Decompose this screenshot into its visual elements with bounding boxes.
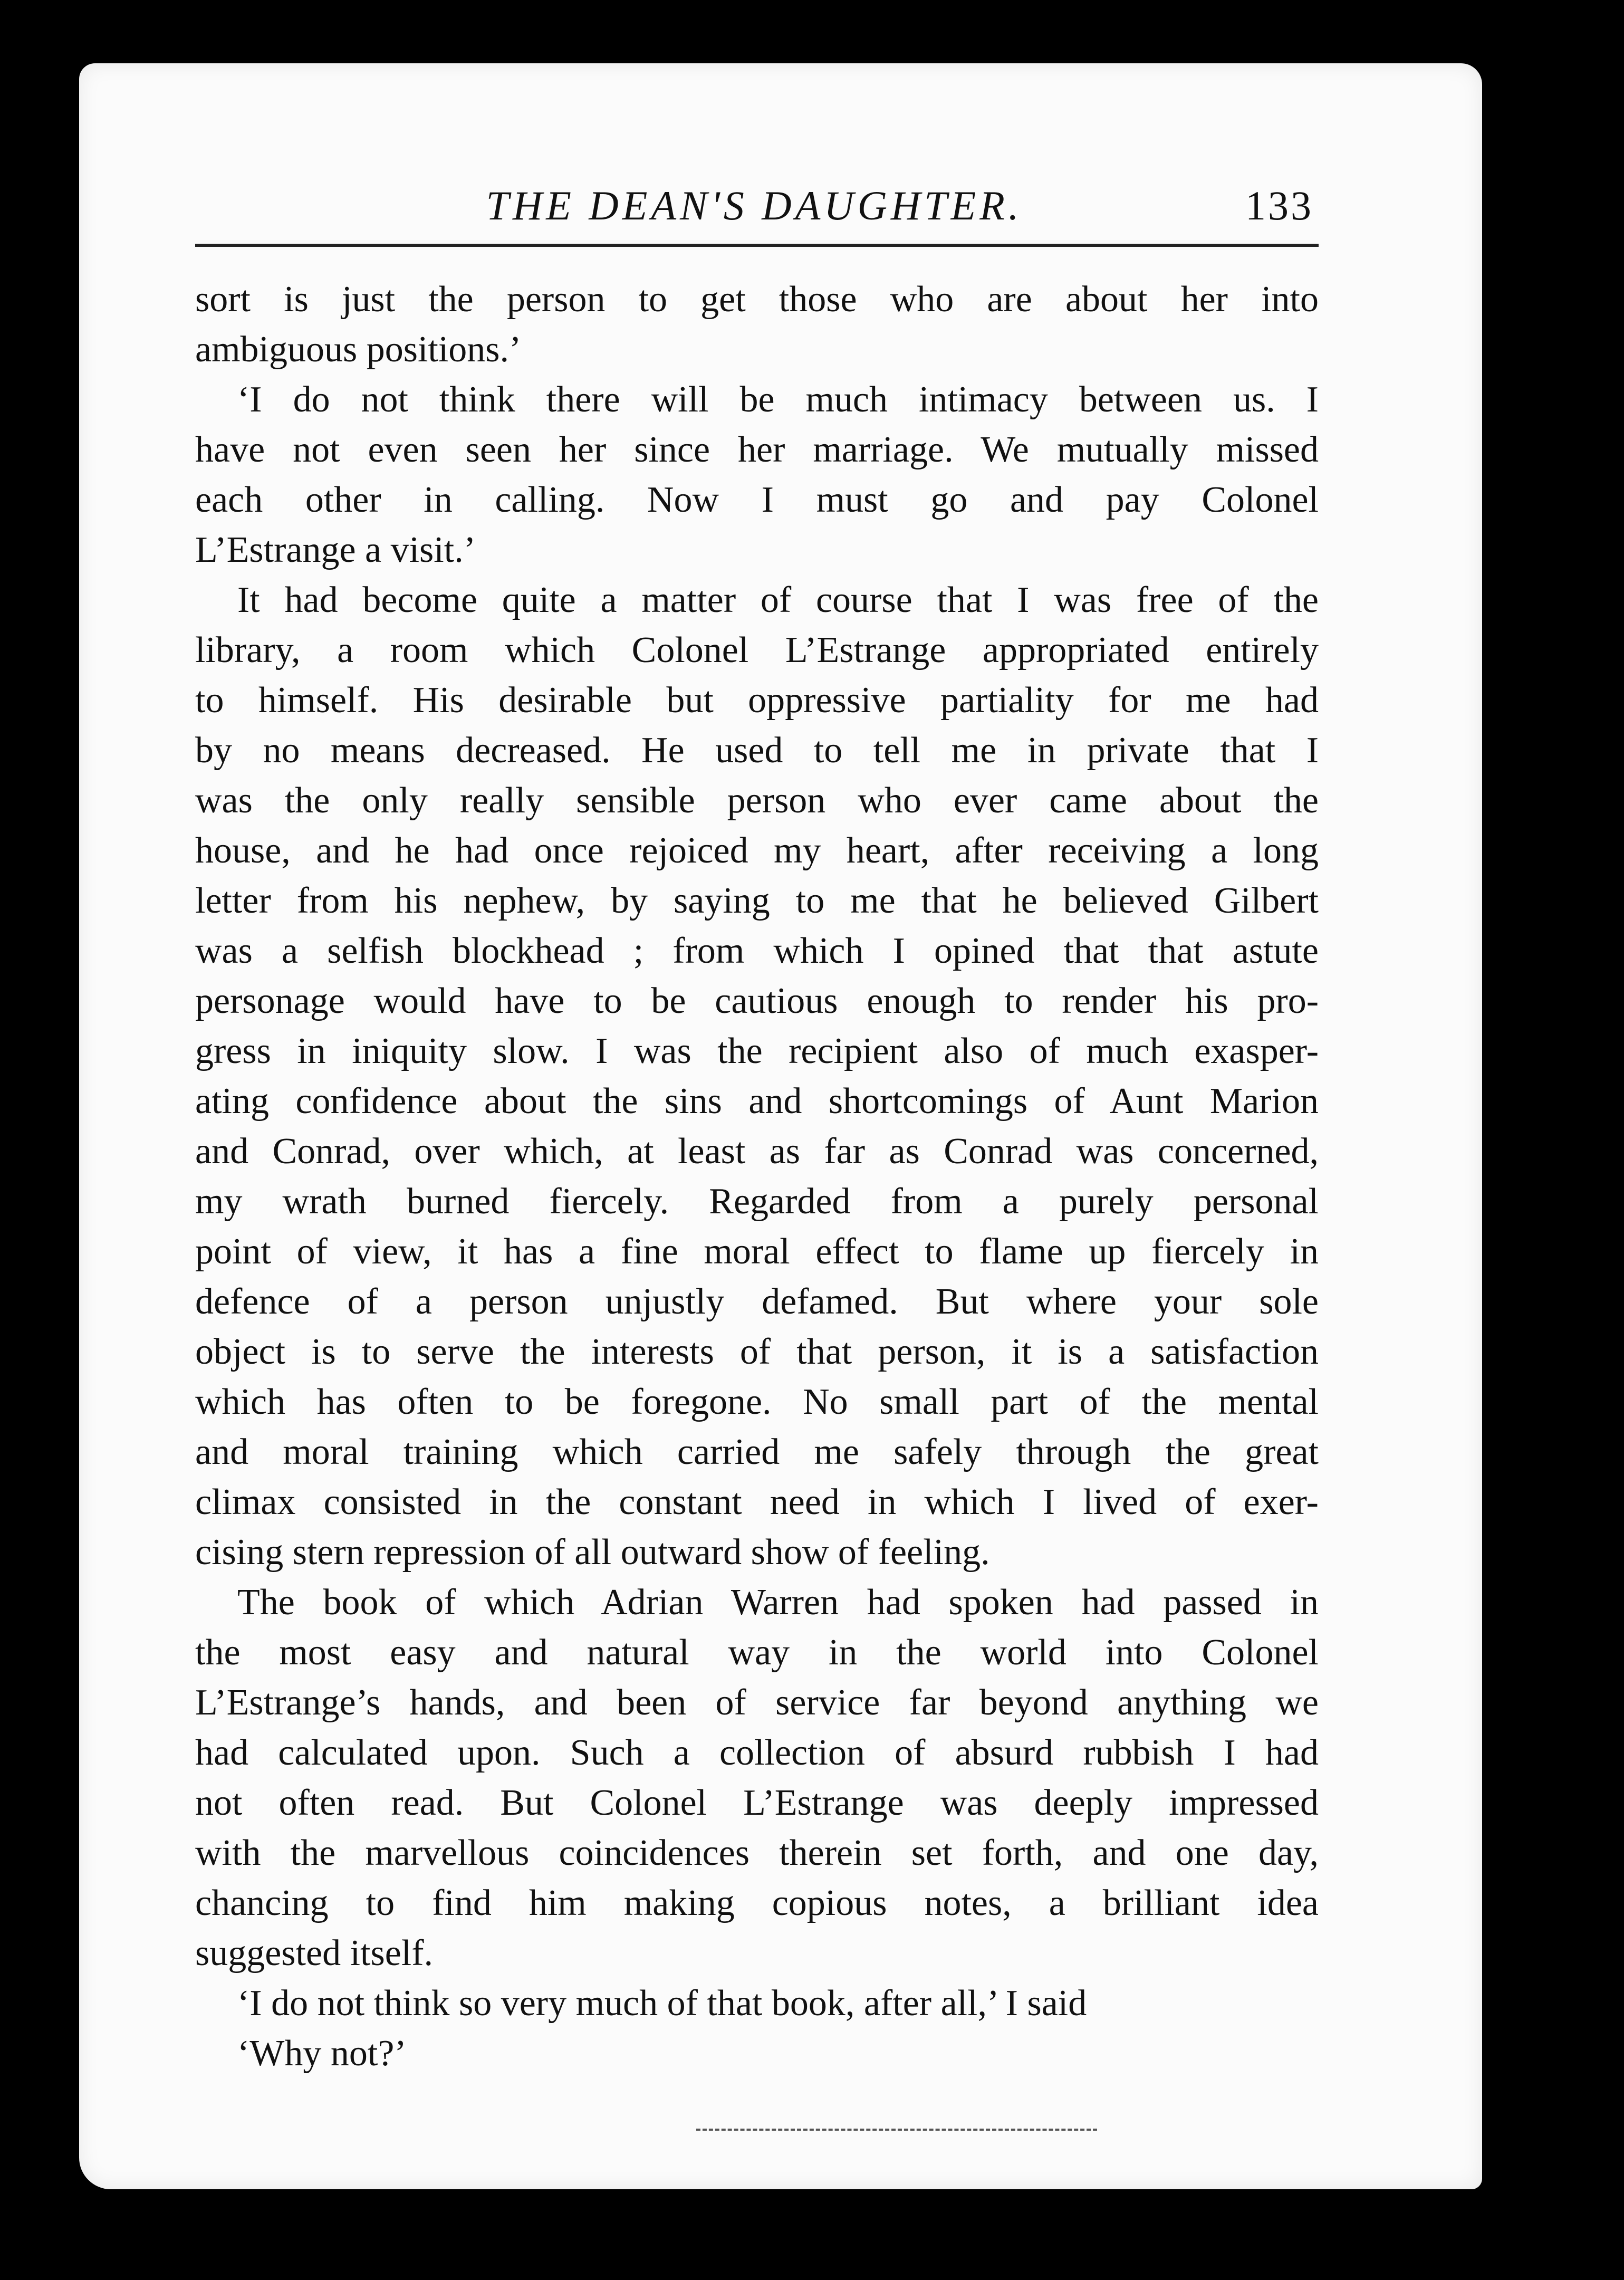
header-rule bbox=[195, 244, 1319, 247]
text-line: ‘I do not think there will be much intimacy between us. I bbox=[237, 379, 1319, 420]
page-number: 133 bbox=[1245, 183, 1313, 228]
text-line: chancing to find him making copious notes, a brilliant idea bbox=[195, 1883, 1319, 1923]
text-line: The book of which Adrian Warren had spoken had passed in bbox=[237, 1582, 1319, 1623]
text-line: not often read. But Colonel L’Estrange was deeply impressed bbox=[195, 1783, 1319, 1823]
text-line: It had become quite a matter of course that I was free of the bbox=[237, 580, 1319, 620]
text-line: by no means decreased. He used to tell me in private that I bbox=[195, 730, 1319, 771]
text-line: ating confidence about the sins and shortcomings of Aunt Marion bbox=[195, 1081, 1319, 1122]
text-line: was the only really sensible person who ever came about the bbox=[195, 780, 1319, 821]
text-line: letter from his nephew, by saying to me that he believed Gilbert bbox=[195, 880, 1319, 921]
print-marks bbox=[696, 2129, 1097, 2134]
running-title: THE DEAN'S DAUGHTER. bbox=[486, 183, 1023, 228]
text-line: gress in iniquity slow. I was the recipient also of much exasper- bbox=[195, 1031, 1319, 1071]
text-line: object is to serve the interests of that person, it is a satisfaction bbox=[195, 1331, 1319, 1372]
text-line: the most easy and natural way in the world into Colonel bbox=[195, 1632, 1319, 1673]
text-line: house, and he had once rejoiced my heart, after receiving a long bbox=[195, 830, 1319, 871]
text-line: personage would have to be cautious enough to render his pro- bbox=[195, 981, 1319, 1021]
text-line: defence of a person unjustly defamed. But where your sole bbox=[195, 1281, 1319, 1322]
text-line: library, a room which Colonel L’Estrange appropriated entirely bbox=[195, 630, 1319, 670]
text-line: climax consisted in the constant need in which I lived of exer- bbox=[195, 1482, 1319, 1522]
text-line: L’Estrange a visit.’ bbox=[195, 530, 476, 570]
text-line: L’Estrange’s hands, and been of service far beyond anything we bbox=[195, 1682, 1319, 1723]
text-line: to himself. His desirable but oppressive partiality for me had bbox=[195, 680, 1319, 721]
text-line: sort is just the person to get those who are about her into bbox=[195, 279, 1319, 320]
text-line: each other in calling. Now I must go and pay Colonel bbox=[195, 480, 1319, 520]
text-line: suggested itself. bbox=[195, 1933, 434, 1974]
text-line: my wrath burned fiercely. Regarded from a purely personal bbox=[195, 1181, 1319, 1222]
body-text bbox=[195, 274, 1319, 2078]
running-head bbox=[195, 182, 1313, 240]
text-line: have not even seen her since her marriage. We mutually missed bbox=[195, 429, 1319, 470]
text-line: ‘I do not think so very much of that book, after all,’ I said bbox=[237, 1983, 1087, 2024]
text-line: cising stern repression of all outward show of feeling. bbox=[195, 1532, 990, 1573]
text-line: and moral training which carried me safely through the great bbox=[195, 1432, 1319, 1472]
text-line: ambiguous positions.’ bbox=[195, 329, 522, 370]
text-line: which has often to be foregone. No small part of the mental bbox=[195, 1382, 1319, 1422]
text-line: point of view, it has a fine moral effect to flame up fiercely in bbox=[195, 1231, 1319, 1272]
text-line: with the marvellous coincidences therein set forth, and one day, bbox=[195, 1833, 1319, 1873]
text-line: and Conrad, over which, at least as far as Conrad was concerned, bbox=[195, 1131, 1319, 1172]
text-line: ‘Why not?’ bbox=[237, 2033, 407, 2074]
text-line: was a selfish blockhead ; from which I opined that that astute bbox=[195, 931, 1319, 971]
text-line: had calculated upon. Such a collection of absurd rubbish I had bbox=[195, 1732, 1319, 1773]
